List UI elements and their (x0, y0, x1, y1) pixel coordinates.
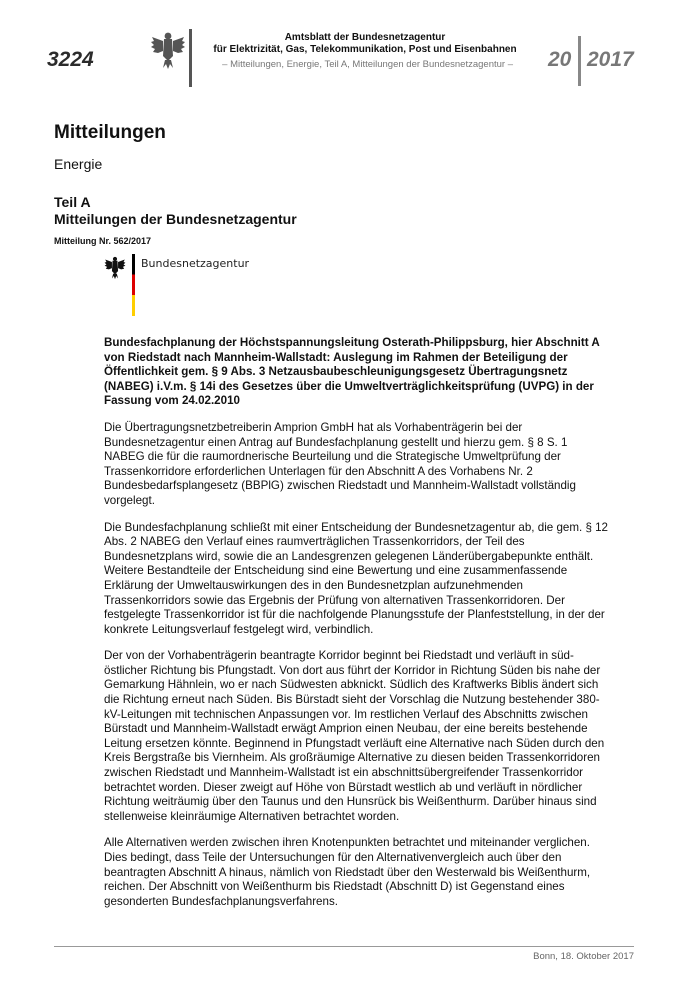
part-title: Mitteilungen der Bundesnetzagentur (54, 211, 297, 227)
part-heading (54, 194, 297, 228)
issue-divider (578, 36, 581, 86)
section-subtitle: Energie (54, 156, 103, 172)
flag-color-bar (132, 254, 135, 316)
page-header (0, 0, 700, 100)
paragraph: Der von der Vorhabenträgerin beantragte Korridor beginnt bei Riedstadt und verläuft in süd-östlicher Richtung bis Pfungstadt. Von dort aus führt der Korridor in Richtung Süden bis nahe der Gemarkung Hähnlein, wo er nach Südwesten abknickt. Südlich des Kraftwerks Biblis ändert sich die Richtung erneut nach Süden. Bis Bürstadt sieht der Vorschlag die Nutzung bestehender 380-kV-Leitungen mit technischen Anpassungen vor. Im restlichen Verlauf des Abschnitts zwischen Bürstadt und Mannheim-Wallstadt erwägt Amprion einen Neubau, der eine bereits bestehende Leitung ersetzen könnte. Beginnend in Pfungstadt verläuft eine Alternative nach Süden durch den Kreis Bergstraße bis Viernheim. Als großräumige Alternative zu diesen beiden Trassenkorridoren zwischen Riedstadt und Mannheim-Wallstadt ist ein abschnittsübergreifender Trassenkorridor betrachtet worden. Dieser zweigt auf Höhe von Bürstadt westlich ab und verläuft in nördlicher Richtung weiträumig über den Taunus und den Hunsrück bis Weißenthurm. Darüber hinaus sind stellenweise kleinräumige Alternativen betrachtet worden. (104, 649, 605, 823)
agency-logo-text: Bundesnetzagentur (141, 257, 250, 270)
part-label: Teil A (54, 194, 91, 210)
paragraph: Die Bundesfachplanung schließt mit einer Entscheidung der Bundesnetzagentur ab, die gem. § 12 Abs. 2 NABEG den Verlauf eines raumverträglichen Trassenkorridors, der Teil des Bundesnetzplans wird, sowie die an Landesgrenzen gelegenen Länderübergabepunkte enthält. Weitere Bestandteile der Entscheidung sind eine Bewertung und eine zusammenfassende Erklärung der Umweltauswirkungen des in den Bundesnetzplan aufzunehmenden Trassenkorridors sowie das Ergebnis der Prüfung von alternativen Trassenkorridoren. Der festgelegte Trassenkorridor ist für die nachfolgende Planungsstufe der Planfeststellung, in der der konkrete Leitungsverlauf festgelegt wird, verbindlich. (104, 520, 609, 636)
notice-number: Mitteilung Nr. 562/2017 (54, 236, 152, 246)
paragraph: Die Übertragungsnetzbetreiberin Amprion GmbH hat als Vorhabenträgerin bei der Bundesnetzagentur einen Antrag auf Bundesfachplanung gestellt und hierzu gem. § 8 S. 1 NABEG die für die raumordnerische Beurteilung und die Strategische Umweltprüfung der Trassenkorridore erforderlichen Unterlagen für den Abschnitt A des Vorhabens Nr. 2 Bundesbedarfsplangesetz (BBPlG) zwischen Riedstadt und Mannheim-Wallstadt vollständig vorgelegt. (104, 420, 576, 507)
notice-body (104, 336, 609, 921)
notice-title: Bundesfachplanung der Höchstspannungsleitung Osterath-Philippsburg, hier Abschnitt A von Riedstadt nach Mannheim-Wallstadt: Auslegung im Rahmen der Beteiligung der Öffentlichkeit gem. § 9 Abs. 3 Netzausbaubeschleunigungsgesetz Übertragungsnetz (NABEG) i.V.m. § 14i des Gesetzes über die Umweltverträglichkeitsprüfung (UVPG) in der Fassung vom 24.02.2010 (104, 336, 600, 408)
issue-year: 2017 (587, 48, 634, 71)
agency-eagle-icon (104, 255, 126, 280)
journal-title: Amtsblatt der Bundesnetzagentur (284, 32, 446, 43)
footer-place-date: Bonn, 18. Oktober 2017 (533, 951, 634, 962)
paragraph: Alle Alternativen werden zwischen ihren Knotenpunkten betrachtet und miteinander verglichen. Dies bedingt, dass Teile der Untersuchungen für den Alternativenvergleich auch über den beantragten Abschnitt A hinaus, nämlich von Riedstadt über den Westerwald bis Weißenthurm, reichen. Der Abschnitt von Weißenthurm bis Riedstadt (Abschnitt D) ist Gegenstand eines gesonderten Bundesfachplanungsverfahrens. (104, 836, 591, 908)
footer-divider (54, 946, 634, 947)
header-divider (189, 29, 192, 87)
header-section-path: – Mitteilungen, Energie, Teil A, Mitteilungen der Bundesnetzagentur – (222, 59, 513, 70)
federal-eagle-icon (150, 30, 186, 70)
page-number: 3224 (47, 48, 94, 71)
issue-number: 20 (548, 48, 572, 71)
section-title: Mitteilungen (54, 122, 166, 143)
journal-subtitle: für Elektrizität, Gas, Telekommunikation, Post und Eisenbahnen (213, 44, 517, 55)
